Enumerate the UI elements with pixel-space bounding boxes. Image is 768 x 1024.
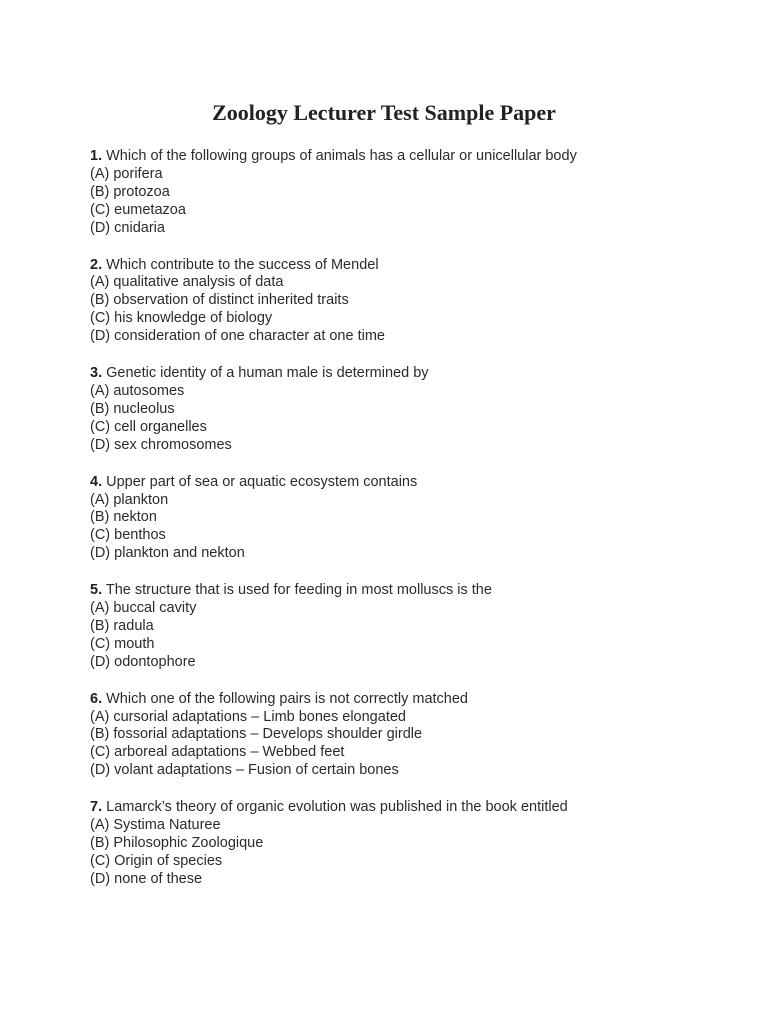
page-title: Zoology Lecturer Test Sample Paper	[212, 100, 556, 125]
question-prompt: Which contribute to the success of Mendel	[106, 256, 379, 273]
option-b: (B) Philosophic Zoologique	[90, 835, 264, 851]
option-d: (D) cnidaria	[90, 219, 165, 236]
option-c: (C) arboreal adaptations – Webbed feet	[90, 744, 345, 761]
question-prompt: Upper part of sea or aquatic ecosystem contains	[106, 473, 418, 490]
question-3	[90, 365, 730, 455]
option-b: (B) protozoa	[90, 183, 170, 200]
question-text	[90, 148, 730, 166]
question-4	[90, 474, 730, 564]
question-text	[90, 582, 730, 600]
option-a: (A) autosomes	[90, 382, 185, 399]
option-a: (A) cursorial adaptations – Limb bones elongated	[90, 708, 406, 725]
question-prompt: Genetic identity of a human male is determined by	[106, 365, 429, 382]
question-number: 4.	[90, 473, 103, 490]
question-text	[90, 799, 730, 817]
option-d: (D) plankton and nekton	[90, 545, 245, 562]
question-text	[90, 365, 730, 383]
option-a: (A) plankton	[90, 491, 169, 508]
option-c: (C) mouth	[90, 635, 155, 652]
question-prompt: Which one of the following pairs is not correctly matched	[106, 690, 468, 707]
option-c: (C) his knowledge of biology	[90, 310, 273, 327]
option-c: (C) cell organelles	[90, 418, 207, 435]
question-7	[90, 799, 730, 889]
option-b: (B) radula	[90, 617, 154, 634]
option-c: (C) eumetazoa	[90, 201, 186, 218]
question-number: 5.	[90, 582, 103, 599]
question-2	[90, 257, 730, 347]
option-d: (D) sex chromosomes	[90, 436, 232, 453]
option-a: (A) qualitative analysis of data	[90, 274, 284, 291]
option-d: (D) odontophore	[90, 653, 196, 670]
option-a: (A) Systima Naturee	[90, 817, 221, 834]
question-list	[90, 148, 730, 908]
option-b: (B) observation of distinct inherited traits	[90, 292, 349, 309]
option-d: (D) volant adaptations – Fusion of certain bones	[90, 762, 399, 779]
question-number: 7.	[90, 799, 103, 816]
question-number: 6.	[90, 690, 103, 707]
option-b: (B) nekton	[90, 509, 157, 526]
option-d: (D) none of these	[90, 870, 203, 887]
question-text	[90, 691, 730, 709]
question-prompt: The structure that is used for feeding in most molluscs is the	[105, 582, 492, 599]
question-prompt: Lamarck’s theory of organic evolution was published in the book entitled	[106, 799, 568, 816]
question-number: 2.	[90, 256, 103, 273]
question-text	[90, 474, 730, 492]
option-b: (B) fossorial adaptations – Develops shoulder girdle	[90, 726, 423, 743]
option-d: (D) consideration of one character at one time	[90, 328, 385, 345]
option-c: (C) Origin of species	[90, 852, 223, 869]
question-text	[90, 257, 730, 275]
question-number: 1.	[90, 148, 103, 164]
option-b: (B) nucleolus	[90, 400, 175, 417]
option-a: (A) buccal cavity	[90, 600, 197, 617]
question-prompt: Which of the following groups of animals has a cellular or unicellular body	[106, 148, 577, 164]
question-5	[90, 582, 730, 672]
question-number: 3.	[90, 365, 103, 382]
option-c: (C) benthos	[90, 527, 166, 544]
question-6	[90, 691, 730, 781]
question-1	[90, 148, 730, 238]
option-a: (A) porifera	[90, 165, 163, 182]
